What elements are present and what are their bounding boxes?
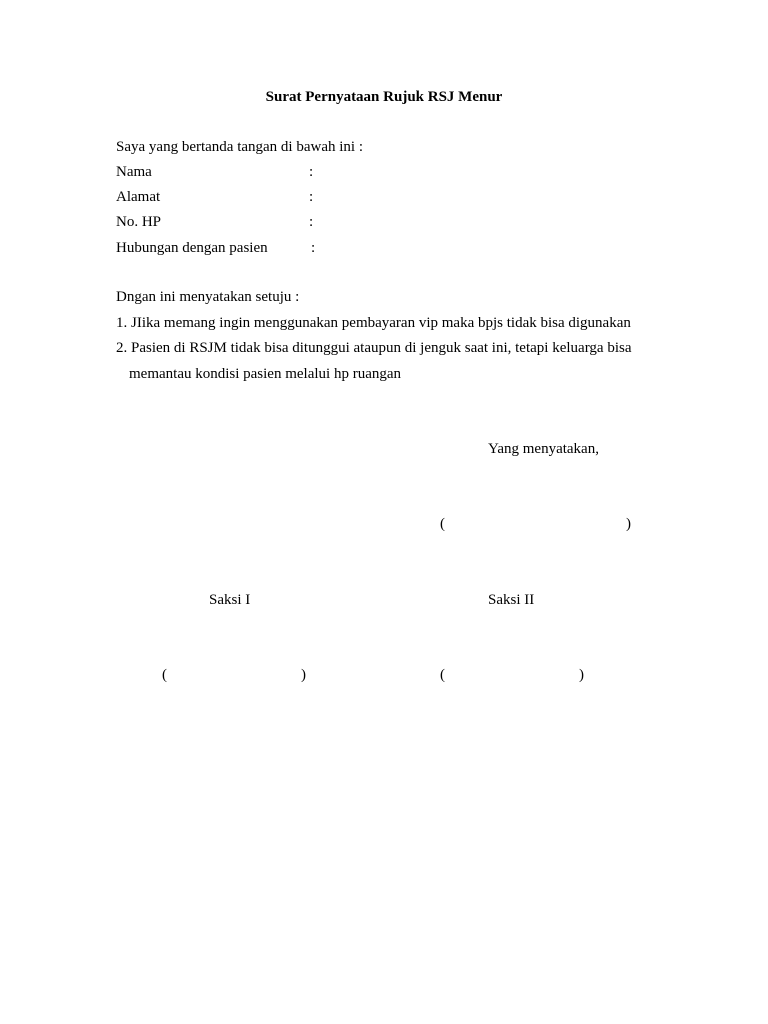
witness-1-label: Saksi I	[209, 592, 251, 608]
field-separator-hubungan: :	[311, 240, 316, 256]
witness-1-signature-close-paren: )	[301, 667, 306, 683]
statement-item-1: 1. JIika memang ingin menggunakan pembayaran vip maka bpjs tidak bisa digunakan	[116, 315, 631, 331]
statement-item-2-continuation: memantau kondisi pasien melalui hp ruangan	[129, 366, 402, 382]
field-label-no-hp: No. HP	[116, 214, 162, 230]
witness-2-signature-open-paren: (	[440, 667, 445, 683]
declarant-label: Yang menyatakan,	[488, 441, 599, 457]
declarant-signature-close-paren: )	[626, 516, 631, 532]
intro-text: Saya yang bertanda tangan di bawah ini :	[116, 139, 364, 155]
field-separator-nama: :	[309, 164, 314, 180]
witness-1-signature-open-paren: (	[162, 667, 167, 683]
witness-2-signature-close-paren: )	[579, 667, 584, 683]
field-separator-no-hp: :	[309, 214, 314, 230]
field-label-hubungan: Hubungan dengan pasien	[116, 240, 268, 256]
field-label-nama: Nama	[116, 164, 152, 180]
witness-2-label: Saksi II	[488, 592, 535, 608]
document-title: Surat Pernyataan Rujuk RSJ Menur	[265, 89, 503, 105]
declarant-signature-open-paren: (	[440, 516, 445, 532]
statement-intro: Dngan ini menyatakan setuju :	[116, 289, 300, 305]
field-separator-alamat: :	[309, 189, 314, 205]
statement-item-2: 2. Pasien di RSJM tidak bisa ditunggui ataupun di jenguk saat ini, tetapi keluarga bisa	[116, 340, 632, 356]
field-label-alamat: Alamat	[116, 189, 161, 205]
